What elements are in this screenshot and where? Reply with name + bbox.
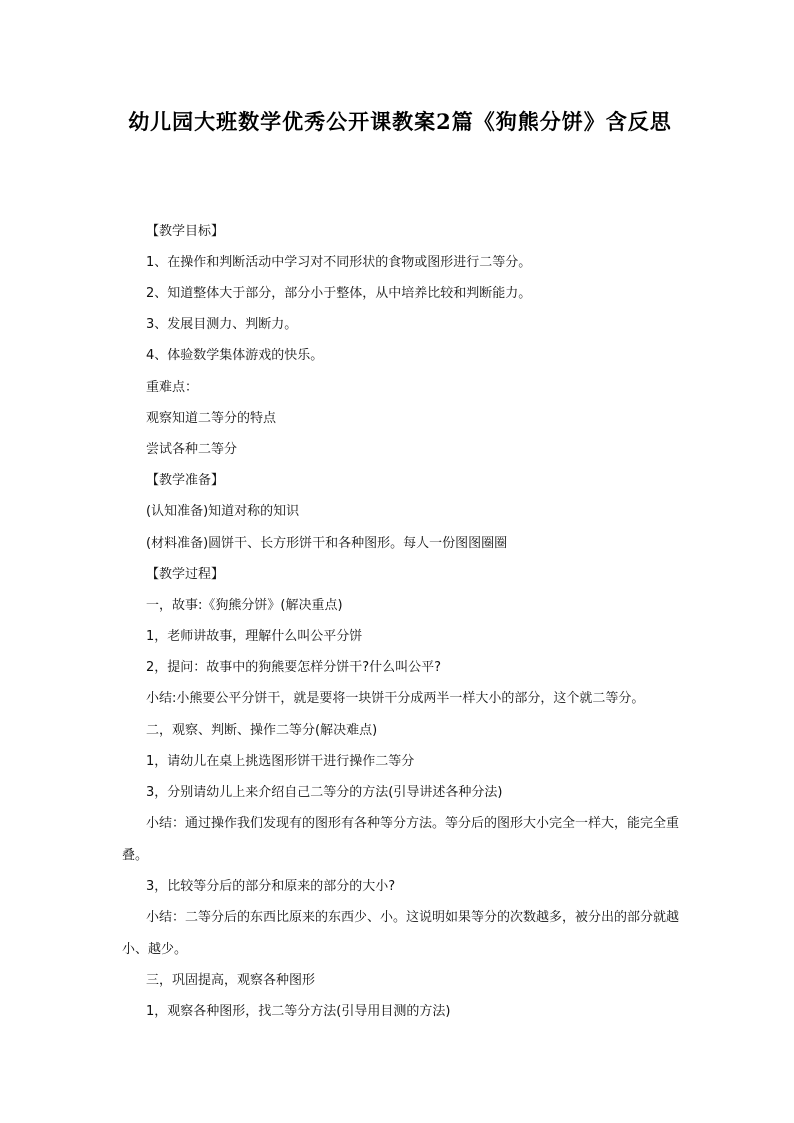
- objective-3: 3、发展目测力、判断力。: [146, 317, 298, 332]
- summary-1: 小结:小熊要公平分饼干，就是要将一块饼干分成两半一样大小的部分，这个就二等分。: [146, 691, 645, 706]
- process-item-1-2: 2，提问：故事中的狗熊要怎样分饼干?什么叫公平?: [146, 660, 442, 675]
- key-point-1: 观察知道二等分的特点: [146, 411, 277, 426]
- section-heading-process: 【教学过程】: [146, 567, 225, 582]
- process-item-3-1: 1，观察各种图形，找二等分方法(引导用目测的方法): [146, 1004, 451, 1019]
- process-step-2: 二，观察、判断、操作二等分(解决难点): [146, 723, 378, 738]
- process-item-2-3: 3，比较等分后的部分和原来的部分的大小?: [146, 879, 396, 894]
- key-points-label: 重难点：: [146, 380, 199, 395]
- summary-2: 小结：通过操作我们发现有的图形有各种等分方法。等分后的图形大小完全一样大，能完全重叠。: [122, 816, 680, 863]
- process-step-1: 一，故事:《狗熊分饼》(解决重点): [146, 598, 343, 613]
- preparation-1: (认知准备)知道对称的知识: [146, 504, 300, 519]
- process-item-2-1: 1，请幼儿在桌上挑选图形饼干进行操作二等分: [146, 754, 415, 769]
- process-item-1-1: 1，老师讲故事，理解什么叫公平分饼: [146, 629, 363, 644]
- document-title: 幼儿园大班数学优秀公开课教案2篇《狗熊分饼》含反思: [128, 109, 672, 134]
- key-point-2: 尝试各种二等分: [146, 442, 238, 457]
- section-heading-objectives: 【教学目标】: [146, 224, 225, 239]
- objective-4: 4、体验数学集体游戏的快乐。: [146, 348, 324, 363]
- objective-2: 2、知道整体大于部分，部分小于整体，从中培养比较和判断能力。: [146, 286, 532, 301]
- process-item-2-2: 3，分别请幼儿上来介绍自己二等分的方法(引导讲述各种分法): [146, 785, 503, 800]
- process-step-3: 三，巩固提高，观察各种图形: [146, 973, 316, 988]
- objective-1: 1、在操作和判断活动中学习对不同形状的食物或图形进行二等分。: [146, 255, 532, 270]
- section-heading-preparation: 【教学准备】: [146, 473, 225, 488]
- summary-3: 小结：二等分后的东西比原来的东西少、小。这说明如果等分的次数越多，被分出的部分就越小、越少。: [122, 910, 680, 957]
- preparation-2: (材料准备)圆饼干、长方形饼干和各种图形。每人一份图图圈圈: [146, 536, 508, 551]
